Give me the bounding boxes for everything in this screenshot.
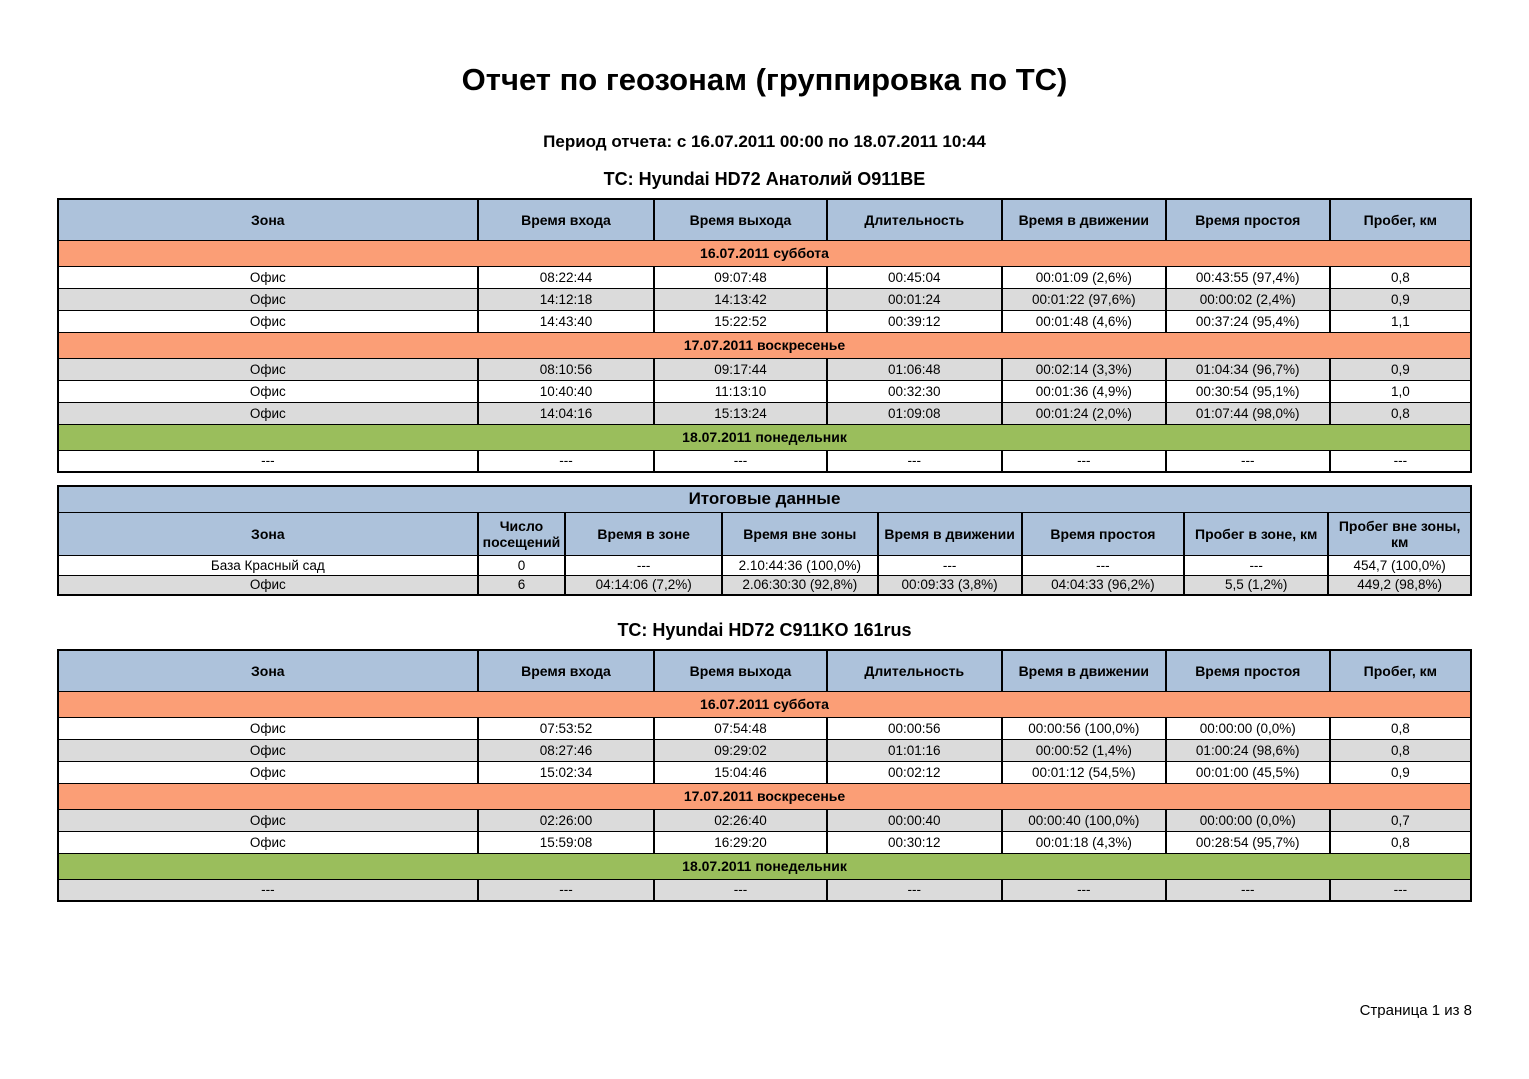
trip-row [58,809,1471,831]
trip-cell: 0,8 [1330,717,1471,739]
day-section-row [58,424,1471,450]
trip-row [58,402,1471,424]
day-section-row [58,783,1471,809]
column-header: Время выхода [654,650,826,691]
column-header: Пробег, км [1330,199,1471,240]
trip-cell: 08:27:46 [478,739,655,761]
summary-table [57,485,1472,596]
trip-cell: --- [1002,450,1166,472]
trip-cell: Офис [58,809,478,831]
trip-cell: Офис [58,380,478,402]
summary-column-header: Число посещений [478,512,566,555]
column-header: Длительность [827,199,1002,240]
trip-row [58,717,1471,739]
column-header: Длительность [827,650,1002,691]
day-section-row [58,332,1471,358]
summary-column-header: Время простоя [1022,512,1184,555]
column-header: Время в движении [1002,199,1166,240]
summary-column-header: Пробег вне зоны, км [1328,512,1471,555]
trip-cell: --- [827,879,1002,901]
trip-cell: --- [58,879,478,901]
trip-table-vehicle-2 [57,649,1472,902]
trip-row [58,761,1471,783]
trip-cell: 01:04:34 (96,7%) [1166,358,1330,380]
summary-cell: 454,7 (100,0%) [1328,555,1471,575]
trip-cell: 01:01:16 [827,739,1002,761]
trip-cell: 10:40:40 [478,380,655,402]
trip-cell: 01:09:08 [827,402,1002,424]
trip-cell: 00:01:24 [827,288,1002,310]
trip-table-header-row [58,199,1471,240]
trip-cell: 00:43:55 (97,4%) [1166,266,1330,288]
trip-cell: --- [1330,879,1471,901]
trip-cell: 0,8 [1330,402,1471,424]
trip-cell: Офис [58,266,478,288]
trip-cell: 14:43:40 [478,310,655,332]
trip-cell: 0,9 [1330,288,1471,310]
summary-column-header: Время в движении [878,512,1022,555]
column-header: Зона [58,199,478,240]
trip-cell: --- [1002,879,1166,901]
trip-row [58,310,1471,332]
trip-cell: 00:00:40 [827,809,1002,831]
trip-cell: 02:26:40 [654,809,826,831]
trip-cell: --- [654,879,826,901]
trip-cell: 09:29:02 [654,739,826,761]
trip-cell: Офис [58,310,478,332]
trip-table-vehicle-1 [57,198,1472,473]
day-section-label: 16.07.2011 суббота [58,240,1471,266]
trip-cell: 1,0 [1330,380,1471,402]
trip-cell: 16:29:20 [654,831,826,853]
day-section-label: 17.07.2011 воскресенье [58,783,1471,809]
trip-cell: 0,9 [1330,761,1471,783]
summary-row [58,575,1471,595]
trip-cell: 00:01:22 (97,6%) [1002,288,1166,310]
trip-cell: Офис [58,739,478,761]
trip-cell: 00:01:12 (54,5%) [1002,761,1166,783]
trip-row [58,450,1471,472]
summary-cell: --- [1022,555,1184,575]
summary-cell: Офис [58,575,478,595]
trip-cell: 01:07:44 (98,0%) [1166,402,1330,424]
trip-row [58,380,1471,402]
trip-cell: 00:01:18 (4,3%) [1002,831,1166,853]
trip-cell: 01:00:24 (98,6%) [1166,739,1330,761]
trip-cell: Офис [58,402,478,424]
trip-cell: --- [478,450,655,472]
summary-cell: --- [878,555,1022,575]
trip-cell: 15:22:52 [654,310,826,332]
trip-row [58,879,1471,901]
summary-cell: 04:14:06 (7,2%) [565,575,722,595]
summary-cell: 2.06:30:30 (92,8%) [722,575,877,595]
trip-cell: 00:37:24 (95,4%) [1166,310,1330,332]
trip-cell: Офис [58,717,478,739]
trip-row [58,288,1471,310]
summary-title-row [58,486,1471,512]
summary-row [58,555,1471,575]
trip-cell: 00:00:56 (100,0%) [1002,717,1166,739]
summary-cell: 00:09:33 (3,8%) [878,575,1022,595]
trip-cell: 0,8 [1330,831,1471,853]
summary-column-header: Пробег в зоне, км [1184,512,1328,555]
trip-cell: 00:30:54 (95,1%) [1166,380,1330,402]
trip-row [58,266,1471,288]
trip-cell: --- [654,450,826,472]
trip-cell: --- [827,450,1002,472]
trip-cell: 00:00:40 (100,0%) [1002,809,1166,831]
summary-cell: База Красный сад [58,555,478,575]
trip-cell: 00:39:12 [827,310,1002,332]
column-header: Пробег, км [1330,650,1471,691]
trip-cell: 00:00:56 [827,717,1002,739]
page-number: Страница 1 из 8 [1359,1002,1472,1019]
column-header: Время простоя [1166,199,1330,240]
summary-cell: 6 [478,575,566,595]
summary-cell: 5,5 (1,2%) [1184,575,1328,595]
trip-cell: 0,8 [1330,739,1471,761]
trip-cell: 08:10:56 [478,358,655,380]
trip-cell: 09:07:48 [654,266,826,288]
report-title: Отчет по геозонам (группировка по ТС) [461,62,1068,97]
trip-row [58,358,1471,380]
trip-cell: --- [478,879,655,901]
column-header: Время в движении [1002,650,1166,691]
trip-cell: 00:01:09 (2,6%) [1002,266,1166,288]
trip-cell: 00:30:12 [827,831,1002,853]
summary-header-row [58,512,1471,555]
day-section-row [58,240,1471,266]
column-header: Время простоя [1166,650,1330,691]
trip-table-header-row [58,650,1471,691]
summary-cell: --- [565,555,722,575]
trip-cell: 07:53:52 [478,717,655,739]
trip-cell: --- [58,450,478,472]
trip-cell: 0,9 [1330,358,1471,380]
trip-cell: Офис [58,761,478,783]
trip-cell: 15:59:08 [478,831,655,853]
trip-cell: --- [1330,450,1471,472]
day-section-label: 18.07.2011 понедельник [58,424,1471,450]
trip-cell: 00:01:36 (4,9%) [1002,380,1166,402]
day-section-label: 16.07.2011 суббота [58,691,1471,717]
column-header: Время выхода [654,199,826,240]
trip-cell: 00:01:48 (4,6%) [1002,310,1166,332]
trip-cell: 00:01:24 (2,0%) [1002,402,1166,424]
trip-cell: 08:22:44 [478,266,655,288]
summary-cell: 04:04:33 (96,2%) [1022,575,1184,595]
trip-cell: --- [1166,450,1330,472]
trip-cell: 09:17:44 [654,358,826,380]
trip-cell: 07:54:48 [654,717,826,739]
trip-cell: Офис [58,358,478,380]
summary-column-header: Время вне зоны [722,512,877,555]
summary-cell: 0 [478,555,566,575]
day-section-label: 17.07.2011 воскресенье [58,332,1471,358]
trip-cell: 15:13:24 [654,402,826,424]
trip-cell: 15:04:46 [654,761,826,783]
trip-cell: Офис [58,288,478,310]
day-section-label: 18.07.2011 понедельник [58,853,1471,879]
trip-cell: 14:04:16 [478,402,655,424]
column-header: Время входа [478,650,655,691]
trip-cell: 01:06:48 [827,358,1002,380]
trip-cell: 00:00:00 (0,0%) [1166,717,1330,739]
trip-cell: 00:28:54 (95,7%) [1166,831,1330,853]
summary-cell: --- [1184,555,1328,575]
report-period: Период отчета: с 16.07.2011 00:00 по 18.07.2011 10:44 [543,132,986,151]
column-header: Время входа [478,199,655,240]
column-header: Зона [58,650,478,691]
trip-cell: 0,7 [1330,809,1471,831]
trip-cell: 15:02:34 [478,761,655,783]
trip-cell: 00:02:14 (3,3%) [1002,358,1166,380]
vehicle-title-1: ТС: Hyundai HD72 Анатолий О911ВЕ [603,169,926,189]
trip-cell: 14:12:18 [478,288,655,310]
trip-cell: 00:00:52 (1,4%) [1002,739,1166,761]
summary-column-header: Время в зоне [565,512,722,555]
day-section-row [58,853,1471,879]
trip-cell: 00:00:02 (2,4%) [1166,288,1330,310]
summary-cell: 2.10:44:36 (100,0%) [722,555,877,575]
trip-cell: 00:02:12 [827,761,1002,783]
summary-column-header: Зона [58,512,478,555]
trip-row [58,739,1471,761]
trip-cell: 00:00:00 (0,0%) [1166,809,1330,831]
trip-cell: 11:13:10 [654,380,826,402]
trip-cell: 14:13:42 [654,288,826,310]
trip-cell: 1,1 [1330,310,1471,332]
trip-cell: Офис [58,831,478,853]
trip-cell: 02:26:00 [478,809,655,831]
trip-cell: 00:32:30 [827,380,1002,402]
trip-cell: --- [1166,879,1330,901]
trip-row [58,831,1471,853]
trip-cell: 00:45:04 [827,266,1002,288]
day-section-row [58,691,1471,717]
summary-title: Итоговые данные [58,486,1471,512]
summary-cell: 449,2 (98,8%) [1328,575,1471,595]
vehicle-title-2: ТС: Hyundai HD72 C911KO 161rus [617,620,912,640]
trip-cell: 00:01:00 (45,5%) [1166,761,1330,783]
trip-cell: 0,8 [1330,266,1471,288]
